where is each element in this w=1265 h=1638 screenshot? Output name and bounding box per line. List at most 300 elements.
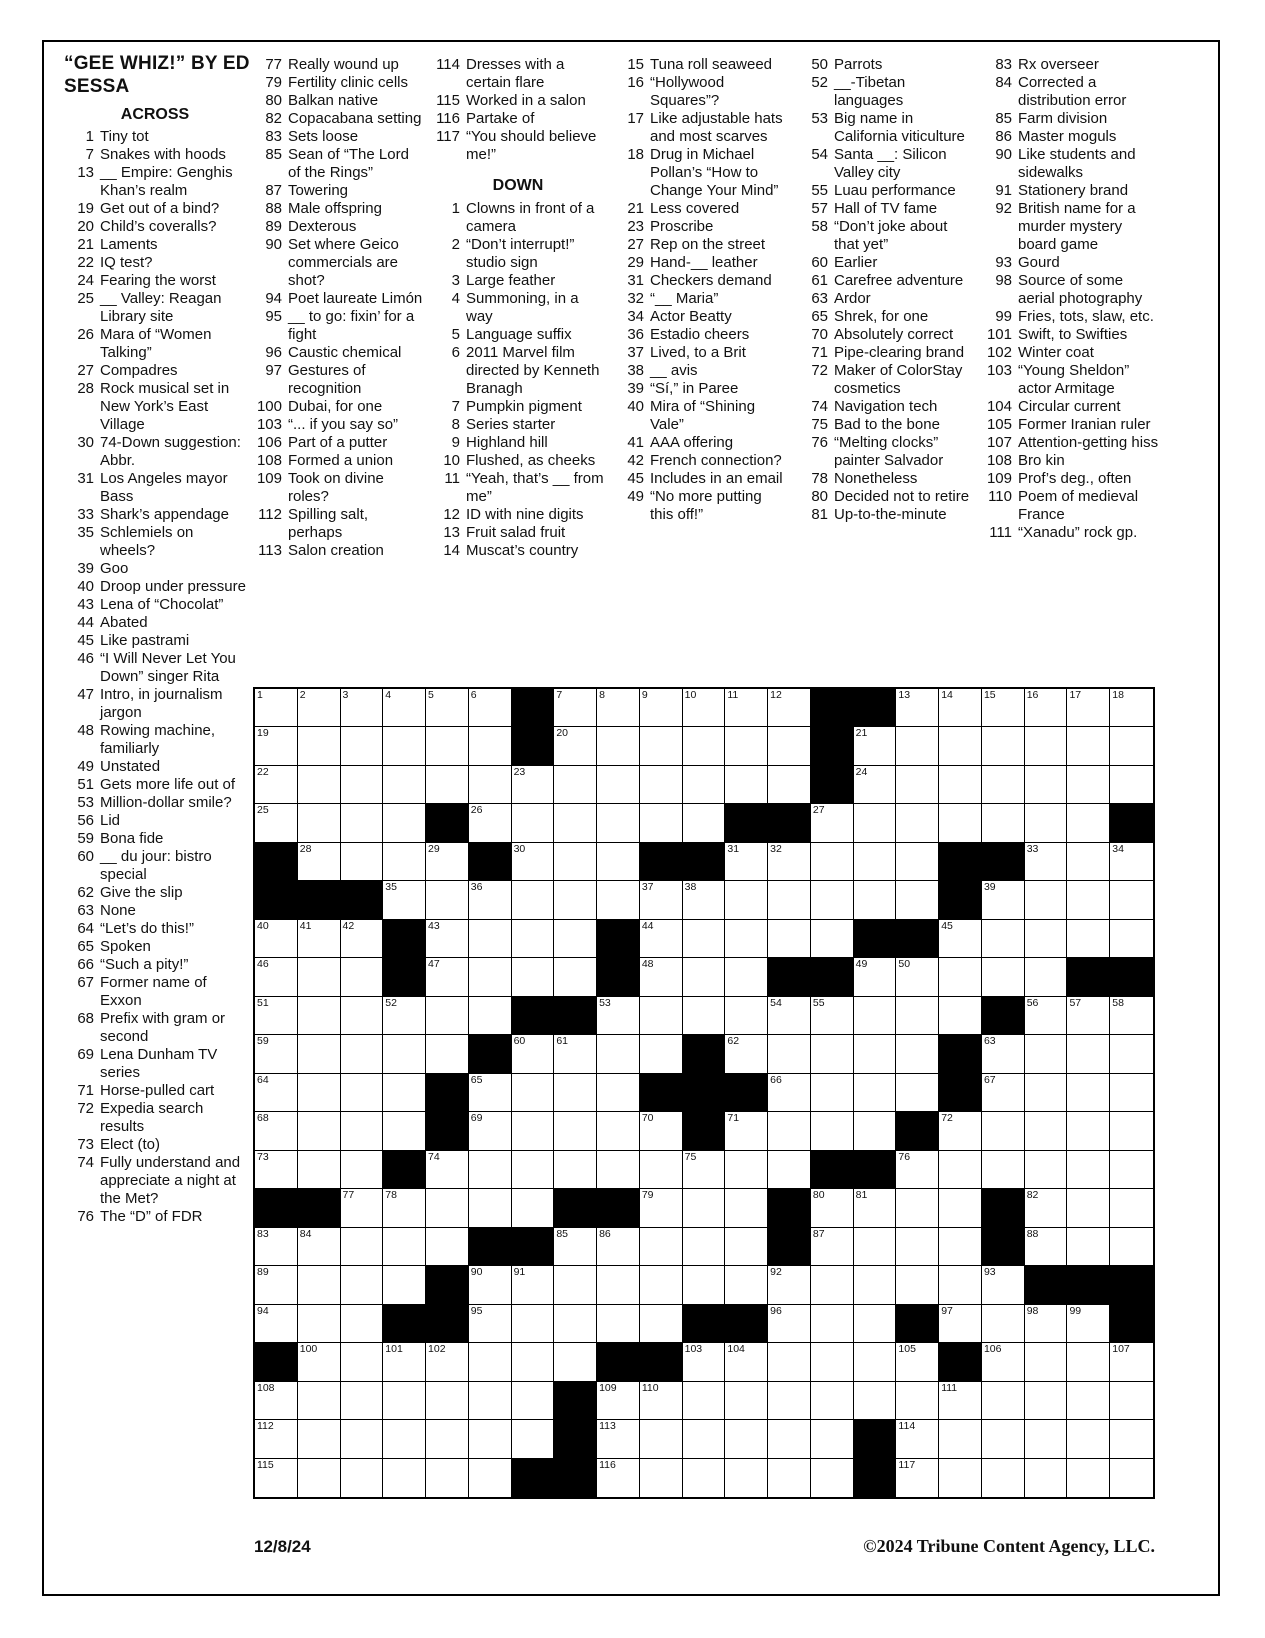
grid-cell[interactable]	[255, 727, 298, 765]
grid-cell[interactable]	[512, 1343, 555, 1381]
grid-cell[interactable]	[255, 920, 298, 958]
grid-cell[interactable]	[725, 997, 768, 1035]
grid-cell[interactable]	[512, 881, 555, 919]
grid-cell[interactable]	[896, 958, 939, 996]
grid-cell[interactable]	[939, 1459, 982, 1497]
grid-cell[interactable]	[383, 1074, 426, 1112]
grid-cell[interactable]	[896, 843, 939, 881]
grid-cell[interactable]	[896, 1074, 939, 1112]
grid-cell[interactable]	[725, 1420, 768, 1458]
grid-cell[interactable]	[811, 1266, 854, 1304]
grid-cell[interactable]	[939, 1151, 982, 1189]
grid-cell[interactable]	[768, 1074, 811, 1112]
grid-cell[interactable]	[811, 843, 854, 881]
grid-cell[interactable]	[1025, 843, 1068, 881]
grid-cell[interactable]	[1025, 997, 1068, 1035]
grid-cell[interactable]	[640, 1151, 683, 1189]
grid-cell[interactable]	[939, 766, 982, 804]
grid-cell[interactable]	[1110, 843, 1153, 881]
grid-cell[interactable]	[1110, 1459, 1153, 1497]
grid-cell[interactable]	[597, 1382, 640, 1420]
grid-cell[interactable]	[725, 958, 768, 996]
grid-cell[interactable]	[982, 920, 1025, 958]
grid-cell[interactable]	[1025, 1343, 1068, 1381]
grid-cell[interactable]	[341, 1459, 384, 1497]
grid-cell[interactable]	[982, 804, 1025, 842]
grid-cell[interactable]	[469, 1420, 512, 1458]
grid-cell[interactable]	[939, 997, 982, 1035]
grid-cell[interactable]	[554, 689, 597, 727]
grid-cell[interactable]	[512, 958, 555, 996]
grid-cell[interactable]	[426, 958, 469, 996]
grid-cell[interactable]	[512, 1382, 555, 1420]
grid-cell[interactable]	[683, 997, 726, 1035]
grid-cell[interactable]	[426, 689, 469, 727]
grid-cell[interactable]	[426, 1343, 469, 1381]
grid-cell[interactable]	[854, 958, 897, 996]
grid-cell[interactable]	[811, 1305, 854, 1343]
grid-cell[interactable]	[1067, 1151, 1110, 1189]
grid-cell[interactable]	[939, 727, 982, 765]
grid-cell[interactable]	[426, 843, 469, 881]
grid-cell[interactable]	[725, 881, 768, 919]
grid-cell[interactable]	[383, 1266, 426, 1304]
grid-cell[interactable]	[554, 766, 597, 804]
grid-cell[interactable]	[298, 920, 341, 958]
grid-cell[interactable]	[426, 997, 469, 1035]
grid-cell[interactable]	[383, 1343, 426, 1381]
grid-cell[interactable]	[768, 689, 811, 727]
grid-cell[interactable]	[383, 1035, 426, 1073]
grid-cell[interactable]	[896, 727, 939, 765]
grid-cell[interactable]	[298, 1112, 341, 1150]
grid-cell[interactable]	[640, 1266, 683, 1304]
grid-cell[interactable]	[597, 1151, 640, 1189]
grid-cell[interactable]	[896, 881, 939, 919]
grid-cell[interactable]	[298, 1420, 341, 1458]
grid-cell[interactable]	[1110, 689, 1153, 727]
grid-cell[interactable]	[255, 1035, 298, 1073]
grid-cell[interactable]	[640, 1459, 683, 1497]
grid-cell[interactable]	[469, 766, 512, 804]
grid-cell[interactable]	[1025, 920, 1068, 958]
grid-cell[interactable]	[512, 1266, 555, 1304]
grid-cell[interactable]	[1110, 1074, 1153, 1112]
grid-cell[interactable]	[383, 1189, 426, 1227]
grid-cell[interactable]	[512, 1305, 555, 1343]
grid-cell[interactable]	[896, 1189, 939, 1227]
grid-cell[interactable]	[811, 1228, 854, 1266]
grid-cell[interactable]	[255, 1151, 298, 1189]
grid-cell[interactable]	[768, 843, 811, 881]
grid-cell[interactable]	[597, 1459, 640, 1497]
grid-cell[interactable]	[725, 843, 768, 881]
grid-cell[interactable]	[725, 689, 768, 727]
grid-cell[interactable]	[683, 1343, 726, 1381]
grid-cell[interactable]	[854, 1189, 897, 1227]
grid-cell[interactable]	[298, 689, 341, 727]
grid-cell[interactable]	[426, 1420, 469, 1458]
grid-cell[interactable]	[298, 1382, 341, 1420]
grid-cell[interactable]	[683, 766, 726, 804]
grid-cell[interactable]	[341, 1343, 384, 1381]
grid-cell[interactable]	[982, 766, 1025, 804]
grid-cell[interactable]	[469, 804, 512, 842]
grid-cell[interactable]	[939, 689, 982, 727]
grid-cell[interactable]	[554, 1305, 597, 1343]
grid-cell[interactable]	[255, 1459, 298, 1497]
grid-cell[interactable]	[640, 958, 683, 996]
grid-cell[interactable]	[1067, 766, 1110, 804]
grid-cell[interactable]	[255, 804, 298, 842]
grid-cell[interactable]	[1110, 1035, 1153, 1073]
grid-cell[interactable]	[554, 958, 597, 996]
grid-cell[interactable]	[1067, 1420, 1110, 1458]
grid-cell[interactable]	[768, 920, 811, 958]
grid-cell[interactable]	[1025, 1151, 1068, 1189]
grid-cell[interactable]	[896, 689, 939, 727]
grid-cell[interactable]	[725, 1343, 768, 1381]
grid-cell[interactable]	[298, 958, 341, 996]
grid-cell[interactable]	[768, 1112, 811, 1150]
grid-cell[interactable]	[469, 881, 512, 919]
grid-cell[interactable]	[768, 1305, 811, 1343]
grid-cell[interactable]	[1067, 1382, 1110, 1420]
grid-cell[interactable]	[982, 1459, 1025, 1497]
grid-cell[interactable]	[640, 997, 683, 1035]
grid-cell[interactable]	[383, 766, 426, 804]
grid-cell[interactable]	[982, 1074, 1025, 1112]
grid-cell[interactable]	[982, 1305, 1025, 1343]
grid-cell[interactable]	[683, 1266, 726, 1304]
grid-cell[interactable]	[554, 881, 597, 919]
grid-cell[interactable]	[597, 997, 640, 1035]
grid-cell[interactable]	[1025, 1420, 1068, 1458]
grid-cell[interactable]	[469, 1074, 512, 1112]
grid-cell[interactable]	[1110, 997, 1153, 1035]
grid-cell[interactable]	[554, 1343, 597, 1381]
grid-cell[interactable]	[982, 1035, 1025, 1073]
grid-cell[interactable]	[1067, 920, 1110, 958]
grid-cell[interactable]	[298, 1266, 341, 1304]
grid-cell[interactable]	[640, 804, 683, 842]
grid-cell[interactable]	[298, 766, 341, 804]
grid-cell[interactable]	[896, 997, 939, 1035]
grid-cell[interactable]	[896, 1459, 939, 1497]
grid-cell[interactable]	[768, 1343, 811, 1381]
grid-cell[interactable]	[383, 997, 426, 1035]
grid-cell[interactable]	[1067, 843, 1110, 881]
grid-cell[interactable]	[298, 1343, 341, 1381]
grid-cell[interactable]	[1025, 727, 1068, 765]
grid-cell[interactable]	[512, 1074, 555, 1112]
grid-cell[interactable]	[383, 843, 426, 881]
grid-cell[interactable]	[768, 997, 811, 1035]
grid-cell[interactable]	[640, 1228, 683, 1266]
grid-cell[interactable]	[1110, 881, 1153, 919]
grid-cell[interactable]	[854, 1035, 897, 1073]
grid-cell[interactable]	[341, 1151, 384, 1189]
grid-cell[interactable]	[469, 958, 512, 996]
grid-cell[interactable]	[1067, 804, 1110, 842]
grid-cell[interactable]	[1025, 1228, 1068, 1266]
grid-cell[interactable]	[1110, 1228, 1153, 1266]
grid-cell[interactable]	[469, 727, 512, 765]
grid-cell[interactable]	[683, 689, 726, 727]
grid-cell[interactable]	[1067, 1112, 1110, 1150]
grid-cell[interactable]	[597, 1074, 640, 1112]
grid-cell[interactable]	[341, 1112, 384, 1150]
grid-cell[interactable]	[554, 1074, 597, 1112]
grid-cell[interactable]	[426, 881, 469, 919]
grid-cell[interactable]	[811, 1074, 854, 1112]
grid-cell[interactable]	[341, 804, 384, 842]
grid-cell[interactable]	[982, 1266, 1025, 1304]
grid-cell[interactable]	[896, 766, 939, 804]
grid-cell[interactable]	[896, 1420, 939, 1458]
grid-cell[interactable]	[426, 766, 469, 804]
grid-cell[interactable]	[554, 843, 597, 881]
grid-cell[interactable]	[982, 1382, 1025, 1420]
grid-cell[interactable]	[982, 1343, 1025, 1381]
grid-cell[interactable]	[811, 920, 854, 958]
grid-cell[interactable]	[854, 1112, 897, 1150]
grid-cell[interactable]	[811, 1420, 854, 1458]
grid-cell[interactable]	[426, 1035, 469, 1073]
grid-cell[interactable]	[298, 804, 341, 842]
grid-cell[interactable]	[383, 1459, 426, 1497]
grid-cell[interactable]	[255, 1228, 298, 1266]
grid-cell[interactable]	[683, 1420, 726, 1458]
grid-cell[interactable]	[1025, 1382, 1068, 1420]
grid-cell[interactable]	[811, 1112, 854, 1150]
grid-cell[interactable]	[1067, 1343, 1110, 1381]
grid-cell[interactable]	[426, 1382, 469, 1420]
grid-cell[interactable]	[811, 804, 854, 842]
grid-cell[interactable]	[811, 1382, 854, 1420]
grid-cell[interactable]	[1067, 1074, 1110, 1112]
grid-cell[interactable]	[341, 958, 384, 996]
grid-cell[interactable]	[896, 1266, 939, 1304]
grid-cell[interactable]	[683, 804, 726, 842]
grid-cell[interactable]	[383, 1228, 426, 1266]
grid-cell[interactable]	[854, 881, 897, 919]
grid-cell[interactable]	[768, 1420, 811, 1458]
grid-cell[interactable]	[683, 958, 726, 996]
grid-cell[interactable]	[512, 1035, 555, 1073]
grid-cell[interactable]	[512, 1189, 555, 1227]
grid-cell[interactable]	[255, 997, 298, 1035]
grid-cell[interactable]	[597, 1266, 640, 1304]
grid-cell[interactable]	[640, 1035, 683, 1073]
grid-cell[interactable]	[768, 1459, 811, 1497]
grid-cell[interactable]	[341, 1035, 384, 1073]
grid-cell[interactable]	[1110, 1343, 1153, 1381]
grid-cell[interactable]	[896, 1382, 939, 1420]
grid-cell[interactable]	[725, 1228, 768, 1266]
grid-cell[interactable]	[341, 766, 384, 804]
grid-cell[interactable]	[469, 920, 512, 958]
grid-cell[interactable]	[512, 804, 555, 842]
grid-cell[interactable]	[1025, 1035, 1068, 1073]
grid-cell[interactable]	[1025, 804, 1068, 842]
grid-cell[interactable]	[597, 1305, 640, 1343]
grid-cell[interactable]	[383, 1112, 426, 1150]
grid-cell[interactable]	[255, 1305, 298, 1343]
grid-cell[interactable]	[341, 1189, 384, 1227]
grid-cell[interactable]	[982, 727, 1025, 765]
grid-cell[interactable]	[811, 1343, 854, 1381]
grid-cell[interactable]	[383, 1420, 426, 1458]
grid-cell[interactable]	[469, 1189, 512, 1227]
grid-cell[interactable]	[341, 689, 384, 727]
grid-cell[interactable]	[597, 881, 640, 919]
grid-cell[interactable]	[255, 766, 298, 804]
grid-cell[interactable]	[982, 881, 1025, 919]
grid-cell[interactable]	[597, 689, 640, 727]
grid-cell[interactable]	[469, 1459, 512, 1497]
grid-cell[interactable]	[683, 1228, 726, 1266]
grid-cell[interactable]	[298, 1151, 341, 1189]
grid-cell[interactable]	[554, 1151, 597, 1189]
grid-cell[interactable]	[854, 727, 897, 765]
grid-cell[interactable]	[298, 997, 341, 1035]
grid-cell[interactable]	[640, 689, 683, 727]
grid-cell[interactable]	[1110, 1420, 1153, 1458]
grid-cell[interactable]	[896, 1035, 939, 1073]
grid-cell[interactable]	[982, 689, 1025, 727]
grid-cell[interactable]	[768, 1151, 811, 1189]
grid-cell[interactable]	[1067, 1035, 1110, 1073]
grid-cell[interactable]	[469, 689, 512, 727]
grid-cell[interactable]	[554, 727, 597, 765]
grid-cell[interactable]	[1025, 881, 1068, 919]
grid-cell[interactable]	[512, 1151, 555, 1189]
grid-cell[interactable]	[298, 843, 341, 881]
grid-cell[interactable]	[640, 1189, 683, 1227]
grid-cell[interactable]	[469, 1151, 512, 1189]
grid-cell[interactable]	[640, 1305, 683, 1343]
grid-cell[interactable]	[554, 1112, 597, 1150]
grid-cell[interactable]	[811, 1459, 854, 1497]
grid-cell[interactable]	[341, 1420, 384, 1458]
grid-cell[interactable]	[341, 843, 384, 881]
grid-cell[interactable]	[426, 1189, 469, 1227]
grid-cell[interactable]	[854, 1305, 897, 1343]
grid-cell[interactable]	[1025, 689, 1068, 727]
grid-cell[interactable]	[1025, 1112, 1068, 1150]
grid-cell[interactable]	[469, 1343, 512, 1381]
grid-cell[interactable]	[383, 1382, 426, 1420]
grid-cell[interactable]	[469, 1112, 512, 1150]
grid-cell[interactable]	[811, 881, 854, 919]
grid-cell[interactable]	[768, 1035, 811, 1073]
grid-cell[interactable]	[683, 1189, 726, 1227]
grid-cell[interactable]	[1110, 920, 1153, 958]
grid-cell[interactable]	[469, 1382, 512, 1420]
grid-cell[interactable]	[1067, 881, 1110, 919]
grid-cell[interactable]	[341, 997, 384, 1035]
grid-cell[interactable]	[597, 1035, 640, 1073]
grid-cell[interactable]	[426, 727, 469, 765]
grid-cell[interactable]	[341, 1305, 384, 1343]
grid-cell[interactable]	[341, 920, 384, 958]
grid-cell[interactable]	[640, 920, 683, 958]
grid-cell[interactable]	[469, 997, 512, 1035]
grid-cell[interactable]	[939, 1382, 982, 1420]
grid-cell[interactable]	[939, 1189, 982, 1227]
grid-cell[interactable]	[597, 843, 640, 881]
grid-cell[interactable]	[426, 1151, 469, 1189]
grid-cell[interactable]	[298, 1074, 341, 1112]
grid-cell[interactable]	[939, 1266, 982, 1304]
grid-cell[interactable]	[896, 1343, 939, 1381]
grid-cell[interactable]	[1067, 1305, 1110, 1343]
grid-cell[interactable]	[1110, 727, 1153, 765]
grid-cell[interactable]	[1025, 1189, 1068, 1227]
grid-cell[interactable]	[768, 766, 811, 804]
grid-cell[interactable]	[1110, 1382, 1153, 1420]
grid-cell[interactable]	[1025, 958, 1068, 996]
grid-cell[interactable]	[982, 958, 1025, 996]
grid-cell[interactable]	[1110, 1112, 1153, 1150]
grid-cell[interactable]	[939, 958, 982, 996]
grid-cell[interactable]	[554, 1228, 597, 1266]
grid-cell[interactable]	[1067, 997, 1110, 1035]
grid-cell[interactable]	[512, 766, 555, 804]
grid-cell[interactable]	[1025, 1074, 1068, 1112]
grid-cell[interactable]	[725, 766, 768, 804]
grid-cell[interactable]	[725, 1459, 768, 1497]
grid-cell[interactable]	[854, 804, 897, 842]
grid-cell[interactable]	[255, 1382, 298, 1420]
grid-cell[interactable]	[939, 1305, 982, 1343]
grid-cell[interactable]	[341, 727, 384, 765]
grid-cell[interactable]	[640, 881, 683, 919]
grid-cell[interactable]	[854, 1266, 897, 1304]
grid-cell[interactable]	[298, 1305, 341, 1343]
grid-cell[interactable]	[1067, 689, 1110, 727]
grid-cell[interactable]	[341, 1228, 384, 1266]
grid-cell[interactable]	[597, 766, 640, 804]
grid-cell[interactable]	[597, 804, 640, 842]
grid-cell[interactable]	[939, 1112, 982, 1150]
grid-cell[interactable]	[426, 920, 469, 958]
grid-cell[interactable]	[640, 1382, 683, 1420]
grid-cell[interactable]	[811, 1189, 854, 1227]
grid-cell[interactable]	[1110, 766, 1153, 804]
grid-cell[interactable]	[426, 1459, 469, 1497]
grid-cell[interactable]	[1067, 727, 1110, 765]
grid-cell[interactable]	[640, 727, 683, 765]
grid-cell[interactable]	[255, 1420, 298, 1458]
grid-cell[interactable]	[1110, 1151, 1153, 1189]
grid-cell[interactable]	[896, 1151, 939, 1189]
grid-cell[interactable]	[982, 1420, 1025, 1458]
grid-cell[interactable]	[341, 1074, 384, 1112]
grid-cell[interactable]	[597, 1112, 640, 1150]
grid-cell[interactable]	[768, 881, 811, 919]
grid-cell[interactable]	[640, 1420, 683, 1458]
grid-cell[interactable]	[939, 1228, 982, 1266]
grid-cell[interactable]	[554, 1035, 597, 1073]
grid-cell[interactable]	[255, 958, 298, 996]
grid-cell[interactable]	[255, 689, 298, 727]
grid-cell[interactable]	[768, 727, 811, 765]
grid-cell[interactable]	[683, 727, 726, 765]
grid-cell[interactable]	[640, 1112, 683, 1150]
grid-cell[interactable]	[341, 1382, 384, 1420]
